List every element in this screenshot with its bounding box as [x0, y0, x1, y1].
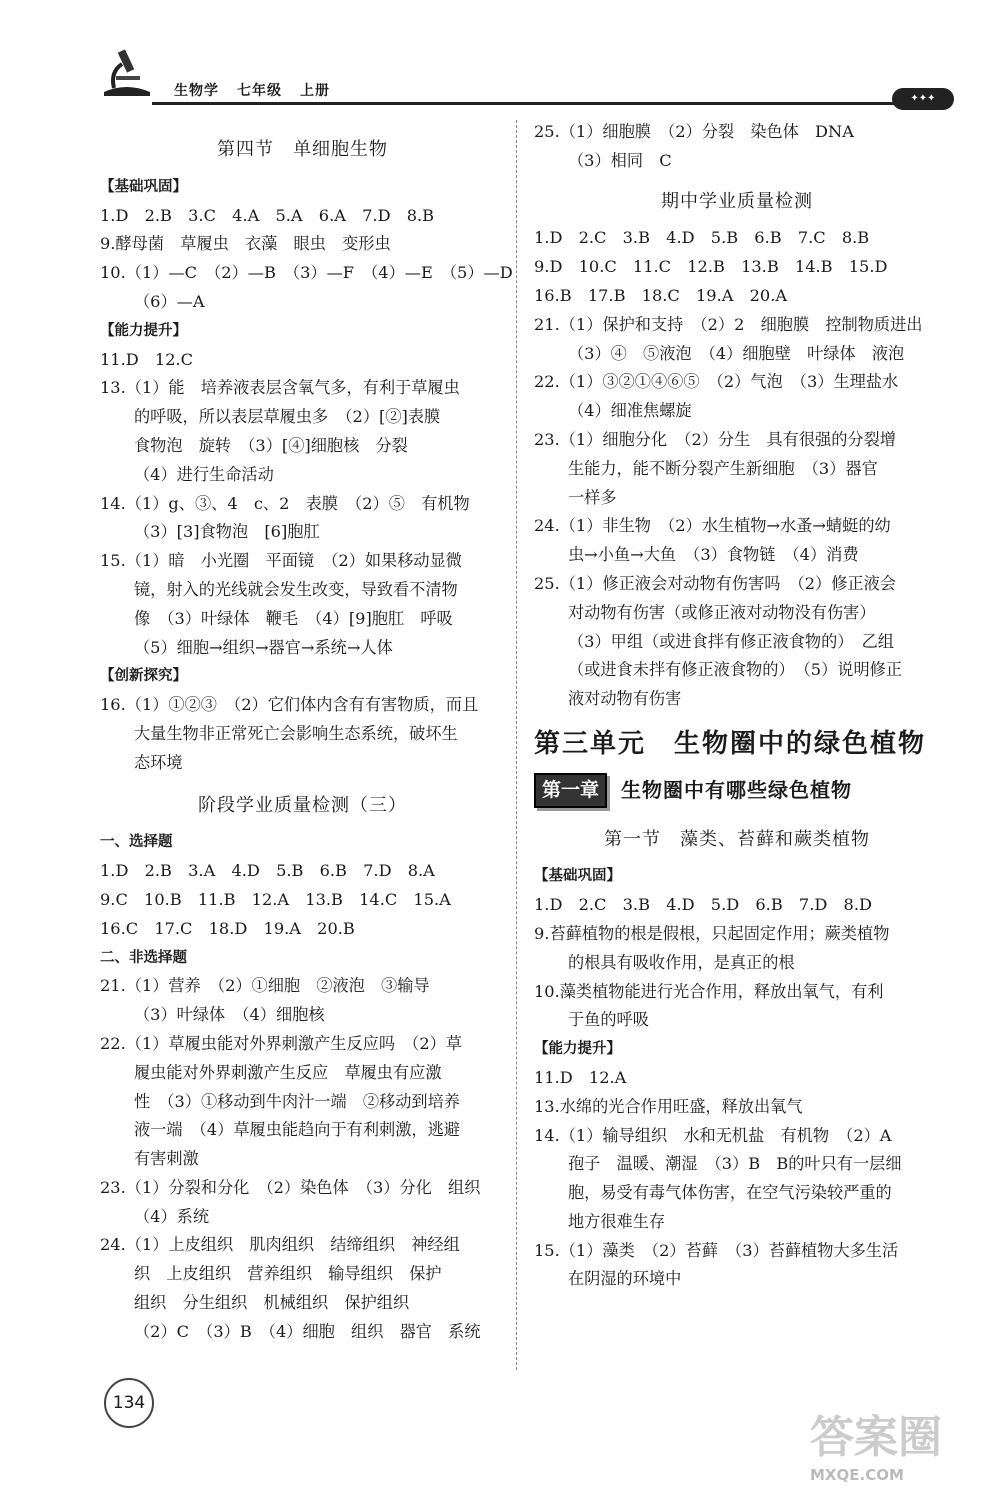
answer-line: （3）相同 C — [568, 150, 672, 170]
answer-line: （3）甲组（或进食拌有修正液食物的） 乙组 — [568, 631, 894, 651]
answer-line: （3）叶绿体 （4）细胞核 — [134, 1005, 325, 1025]
answer-line: 性 （3）①移动到牛肉汁一端 ②移动到培养 — [134, 1091, 460, 1111]
answer-line: 的呼吸，所以表层草履虫多 （2）[②]表膜 — [134, 407, 441, 427]
answer-line: 1.D 2.B 3.A 4.D 5.B 6.B 7.D 8.A — [100, 861, 435, 881]
answer-line: 16.B 17.B 18.C 19.A 20.A — [534, 285, 788, 305]
header-grade: 七年级 — [237, 83, 282, 99]
header-title — [174, 80, 348, 100]
answer-line: 液一端 （4）草履虫能趋向于有利刺激，逃避 — [134, 1120, 460, 1140]
microscope-icon — [96, 42, 156, 102]
answer-line: 10.藻类植物能进行光合作用，释放出氧气，有利 — [534, 981, 884, 1001]
page-number: 134 — [104, 1378, 154, 1428]
answer-line: （5）细胞→组织→器官→系统→人体 — [134, 637, 393, 657]
section-tag: 【基础巩固】 — [534, 868, 621, 885]
answer-line: 孢子 温暖、潮湿 （3）B B的叶只有一层细 — [568, 1154, 902, 1174]
answer-line: 15.（1）暗 小光圈 平面镜 （2）如果移动显微 — [100, 551, 462, 571]
header-subject: 生物学 — [174, 83, 219, 99]
section-tag: 【基础巩固】 — [100, 178, 187, 195]
answer-line: 15.（1）藻类 （2）苔藓 （3）苔藓植物大多生活 — [534, 1240, 899, 1260]
answer-line: 食物泡 旋转 （3）[④]细胞核 分裂 — [134, 435, 408, 455]
answer-line: 的根具有吸收作用，是真正的根 — [568, 952, 795, 972]
answer-line: 液对动物有伤害 — [568, 689, 682, 709]
column-divider — [516, 120, 517, 1370]
answer-line: 24.（1）上皮组织 肌肉组织 结缔组织 神经组 — [100, 1235, 460, 1255]
answer-line: 在阴湿的环境中 — [568, 1269, 682, 1289]
answer-line: 虫→小鱼→大鱼 （3）食物链 （4）消费 — [568, 545, 859, 565]
answer-line: （2）C （3）B （4）细胞 组织 器官 系统 — [134, 1321, 481, 1341]
answer-line: 21.（1）保护和支持 （2）2 细胞膜 控制物质进出 — [534, 314, 923, 334]
answer-line: 25.（1）细胞膜 （2）分裂 染色体 DNA — [534, 122, 854, 141]
answer-line: 1.D 2.B 3.C 4.A 5.A 6.A 7.D 8.B — [100, 205, 435, 225]
answer-line: 地方很难生存 — [568, 1211, 666, 1231]
chapter-heading — [534, 773, 940, 808]
section-tag: 【创新探究】 — [100, 668, 187, 685]
answer-line: （3）[3]食物泡 [6]胞肛 — [134, 522, 320, 542]
section-title: 第四节 单细胞生物 — [217, 139, 388, 160]
answer-line: 织 上皮组织 营养组织 输导组织 保护 — [134, 1264, 442, 1284]
answer-line: （4）细准焦螺旋 — [568, 401, 692, 421]
answer-line: （3）④ ⑤液泡 （4）细胞壁 叶绿体 液泡 — [568, 343, 905, 363]
section-tag: 【能力提升】 — [534, 1041, 621, 1058]
answer-line: 23.（1）分裂和分化 （2）染色体 （3）分化 组织 — [100, 1177, 481, 1197]
answer-line: 履虫能对外界刺激产生反应 草履虫有应激 — [134, 1062, 442, 1082]
section-tag: 二、非选择题 — [100, 949, 187, 966]
answer-line: 像 （3）叶绿体 鞭毛 （4）[9]胞肛 呼吸 — [134, 608, 453, 628]
answer-line: 13.（1）能 培养液表层含氧气多，有利于草履虫 — [100, 378, 460, 398]
header-rule — [152, 102, 920, 105]
answer-line: 10.（1）—C （2）—B （3）—F （4）—E （5）—D — [100, 263, 513, 283]
answer-line: 9.苔藓植物的根是假根，只起固定作用；蕨类植物 — [534, 923, 890, 943]
chapter-badge: 第一章 — [534, 773, 607, 808]
answer-line: 于鱼的呼吸 — [568, 1010, 649, 1030]
left-column — [100, 130, 513, 1347]
answer-line: 1.D 2.C 3.B 4.D 5.B 6.B 7.C 8.B — [534, 228, 870, 248]
answer-line: 11.D 12.A — [534, 1067, 627, 1087]
header-badge-icon: ✦✦✦ — [892, 88, 954, 110]
answer-line: 生能力，能不断分裂产生新细胞 （3）器官 — [568, 458, 878, 478]
header-volume: 上册 — [300, 83, 330, 99]
answer-line: 态环境 — [134, 752, 183, 772]
answer-line: 25.（1）修正液会对动物有伤害吗 （2）修正液会 — [534, 573, 896, 593]
answer-line: 14.（1）输导组织 水和无机盐 有机物 （2）A — [534, 1125, 892, 1145]
answer-line: 有害刺激 — [134, 1149, 199, 1169]
answer-line: 24.（1）非生物 （2）水生植物→水蚤→蜻蜓的幼 — [534, 516, 891, 536]
answer-line: 9.C 10.B 11.B 12.A 13.B 14.C 15.A — [100, 889, 451, 909]
answer-line: 13.水绵的光合作用旺盛，释放出氧气 — [534, 1096, 803, 1116]
answer-line: 16.C 17.C 18.D 19.A 20.B — [100, 918, 355, 938]
answer-line: 组织 分生组织 机械组织 保护组织 — [134, 1293, 410, 1313]
watermark-logo — [810, 1410, 1000, 1494]
answer-line: 11.D 12.C — [100, 349, 194, 369]
answer-line: 21.（1）营养 （2）①细胞 ②液泡 ③输导 — [100, 976, 430, 996]
section-tag: 一、选择题 — [100, 834, 173, 851]
watermark-url: MXQE.COM — [810, 1466, 904, 1484]
answer-line: 1.D 2.C 3.B 4.D 5.D 6.B 7.D 8.D — [534, 895, 872, 915]
chapter-title: 生物圈中有哪些绿色植物 — [621, 777, 853, 802]
answer-line: 22.（1）草履虫能对外界刺激产生反应吗 （2）草 — [100, 1033, 462, 1053]
answer-line: （4）进行生命活动 — [134, 464, 274, 484]
watermark-text: 答案圈 — [810, 1412, 942, 1463]
right-column — [534, 118, 940, 1294]
answer-line: 9.酵母菌 草履虫 衣藻 眼虫 变形虫 — [100, 234, 391, 254]
answer-line: 16.（1）①②③ （2）它们体内含有有害物质，而且 — [100, 695, 479, 715]
answer-line: 镜，射入的光线就会发生改变，导致看不清物 — [134, 579, 458, 599]
answer-line: 22.（1）③②①④⑥⑤ （2）气泡 （3）生理盐水 — [534, 372, 899, 392]
answer-line: （4）系统 — [134, 1206, 210, 1226]
answer-line: 9.D 10.C 11.C 12.B 13.B 14.B 15.D — [534, 257, 888, 277]
answer-line: 23.（1）细胞分化 （2）分生 具有很强的分裂增 — [534, 429, 896, 449]
answer-line: （6）—A — [134, 291, 205, 311]
section-title: 期中学业质量检测 — [661, 190, 813, 212]
answer-line: 14.（1）g、③、4 c、2 表膜 （2）⑤ 有机物 — [100, 493, 470, 513]
answer-line: 对动物有伤害（或修正液对动物没有伤害） — [568, 602, 876, 622]
answer-line: 大量生物非正常死亡会影响生态系统，破坏生 — [134, 723, 458, 743]
answer-line: （或进食未拌有修正液食物的） （5）说明修正 — [568, 660, 903, 680]
unit-title: 第三单元 生物圈中的绿色植物 — [534, 728, 927, 759]
page-header — [96, 40, 956, 110]
answer-line: 胞，易受有毒气体伤害，在空气污染较严重的 — [568, 1183, 892, 1203]
section-tag: 【能力提升】 — [100, 322, 187, 339]
section-title: 第一节 藻类、苔藓和蕨类植物 — [604, 828, 870, 850]
section-title: 阶段学业质量检测（三） — [198, 794, 407, 816]
answer-line: 一样多 — [568, 487, 617, 507]
